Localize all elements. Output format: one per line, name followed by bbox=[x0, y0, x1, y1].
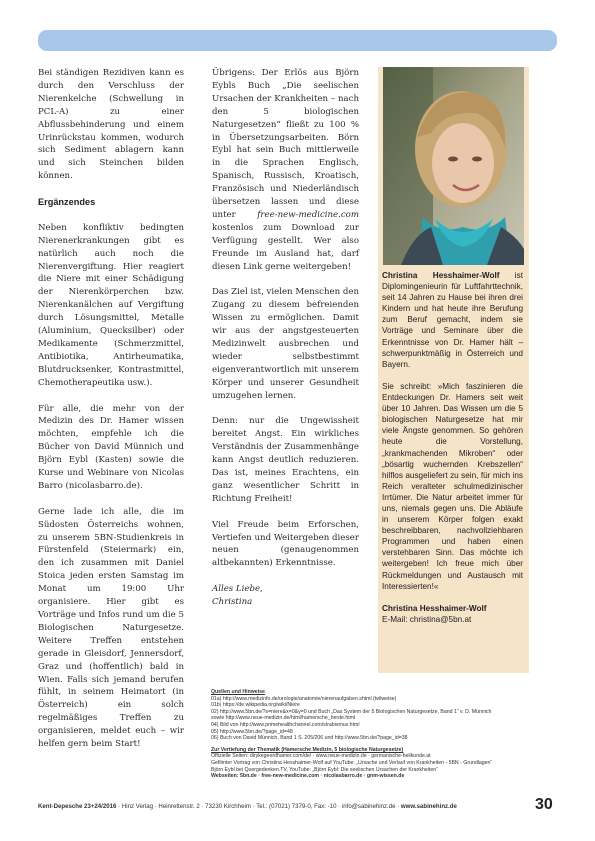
signature-name: Christina bbox=[212, 597, 253, 608]
text-run: kostenlos zum Download zur Verfügung gestellt. Wer also Freunde im Ausland hat, darf diesen Link gerne weitergeben! bbox=[212, 222, 359, 272]
publication-name: Kent-Depesche 23+24/2016 bbox=[38, 803, 117, 810]
source-line: 06) Buch von David Münnich, Band 1 S. 205/206 und http://www.5bn.de/?page_id=38 bbox=[211, 735, 408, 742]
source-line: 05) http://www.5bn.de/?page_id=48 bbox=[211, 728, 293, 735]
source-line: 02) http://www.5bn.de/?s=niere&x=0&y=0 und Buch „Das System der 5 Biologischen Naturgesetze, Band 1“ v. D. Münnich bbox=[211, 708, 492, 715]
paragraph: Neben konfliktiv bedingten Nierenerkrankungen gibt es natürlich auch noch die Nierenvergiftung. Hier reagiert die Niere mit einer Schädigung der Nierenkörperchen bzw. Nierenkanälchen auf Vergiftung durch Lösungsmittel, Metalle (Aluminium, Quecksilber) oder Medikamente (Schmerzmittel, Antibiotika, Antirheumatika, Blutdrucksenker, Kontrastmittel, Chemotherapeutika usw.). bbox=[38, 222, 184, 388]
websites-line: Webseiten: 5bn.de · free-new-medicine.com · nicolasbarro.de · gnm-wissen.de bbox=[211, 773, 405, 780]
paragraph: Das Ziel ist, vielen Menschen den Zugang zu diesem befreienden Wissen zu ermöglichen. Damit wir aus der angstgesteuerten Medizinwelt ausbrechen und wieder selbstbestimmt eigenverantwortlich mit unserem Körper und unserer Gesundheit umzugehen lernen. bbox=[212, 287, 359, 401]
author-bio bbox=[382, 270, 523, 625]
paragraph: Viel Freude beim Erforschen, Vertiefen und Weitergeben dieser neuen (genaugenommen altbekannten) Erkenntnisse. bbox=[212, 519, 359, 569]
download-link[interactable]: free-new-medicine.com bbox=[257, 209, 359, 220]
author-quote: Sie schreibt: »Mich faszinieren die Entdeckungen Dr. Hamers seit weit über 10 Jahren. Das Wissen um die 5 biologischen Naturgesetze hat mir viele Ängste genommen. So gehören heute die Vorstellung, „krankmachenden Mikroben“ oder „bösartig wuchernden Krebszellen“ hilflos ausgeliefert zu sein, für mich ins Reich veralteter schulmedizinischer Irrtümer. Die Natur arbeitet immer für uns, niemals gegen uns. Die Abläufe in unserem Körper folgen exakt beschreibbaren, nachvollziehbaren Programmen und haben einen verstehbaren Sinn. Das möchte ich weitergeben! Ich freue mich über Rückmeldungen und Austausch mit Interessierten!« bbox=[382, 381, 523, 591]
sources-title: Quellen und Hinweise bbox=[211, 689, 265, 695]
sources-section bbox=[211, 689, 541, 780]
bio-paragraph bbox=[382, 270, 523, 370]
source-line: sowie http://www.neue-medizin.de/html/hamersche_herde.html bbox=[211, 715, 356, 722]
signature-greeting: Alles Liebe, bbox=[212, 584, 263, 595]
text-run: Übrigens: Der Erlös aus Björn Eybls Buch „Die seelischen Ursachen der Krankheiten – nach den 5 biologischen Naturgesetzen“ fließt zu 100 % in Übersetzungsarbeiten. Börn Eybl hat sein Buch mittlerweile in die Sprachen Englisch, Spanisch, Russisch, Kroatisch, Französisch und Niederländisch übersetzen lassen und diese unter bbox=[212, 68, 359, 220]
paragraph: Gerne lade ich alle, die im Südosten Österreichs wohnen, zu unserem 5BN-Studienkreis in Fürstenfeld (Steiermark) ein, den ich zusammen mit Daniel Stoica jeden ersten Samstag im Monat um 19:00 Uhr organisiere. Hier gibt es Vorträge und Infos rund um die 5 Biologischen Naturgesetze. Weitere Treffen entstehen gerade in Gleisdorf, Jennersdorf, Graz und (hoffentlich) bald in Wien. Falls sich jemand berufen fühlt, in seinem Heimatort (in Österreich) ein solch regelmäßiges Treffen zu organisieren, meldet euch – wir helfen gern beim Start! bbox=[38, 506, 184, 750]
further-reading-title: Zur Vertiefung der Thematik (Hamersche Medizin, 5 biologische Naturgesetze) bbox=[211, 746, 404, 753]
section-heading: Ergänzendes bbox=[38, 197, 96, 208]
signature-author-name: Christina Hesshaimer-Wolf bbox=[382, 603, 487, 613]
article-column-1 bbox=[38, 67, 184, 764]
page-footer bbox=[38, 803, 550, 810]
paragraph: Bei ständigen Rezidiven kann es durch den Verschluss der Nierenkelche (Schwellung in PCL-A) zu einer Abflussbehinderung und einem Urinrückstau kommen, wodurch sich Sediment ablagern kann und sich Steinchen bilden können. bbox=[38, 68, 184, 182]
source-line: 01a) http://www.medizinfo.de/urologie/anatomie/nierenaufgaben.shtml (teilweise) bbox=[211, 695, 397, 702]
author-photo bbox=[383, 67, 524, 265]
header-bar bbox=[38, 30, 557, 51]
paragraph: Denn: nur die Ungewissheit bereitet Angst. Ein wirkliches Verständnis der Zusammenhänge kann Angst deutlich reduzieren. Das ist, meines Erachtens, ein ganz wesentlicher Schritt in Richtung Freiheit! bbox=[212, 416, 359, 504]
further-reading-line: Gefilmter Vortrag von Christina Hesshaimer-Wolf auf YouTube: „Ursache und Verlauf von Krankheiten - 5BN - Grundlagen“ bbox=[211, 759, 493, 766]
page-number: 30 bbox=[535, 796, 553, 813]
author-name: Christina Hesshaimer-Wolf bbox=[382, 271, 500, 280]
further-reading-line: Offizielle Seiten: dirykegeerdhamer.com/de/ · www.neue-medizin.de · germanische-heilkunde.at bbox=[211, 753, 431, 760]
publisher-website[interactable]: www.sabinehinz.de bbox=[400, 803, 457, 810]
bio-text: ist Diplomingenieurin für Luftfahrttechnik, seit 14 Jahren zu Hause bei ihren drei Kindern und hat heute ihre Berufung zum Beruf gemacht, indem sie Vorträge und Seminare über die Erkenntnisse von Dr. Hamer hält – schwerpunktmäßig in Österreich und Bayern. bbox=[382, 271, 523, 369]
source-line: 04) Bild von http://www.primehealthchannel.com/strabismus.html bbox=[211, 721, 360, 728]
publisher-info: · Hinz Verlag · Heinrettenstr. 2 · 73230 Kirchheim · Tel.: (07021) 7379-0, Fax: -10 · info@sabinehinz.de · bbox=[116, 803, 401, 810]
author-email[interactable]: E-Mail: christina@5bn.at bbox=[382, 614, 472, 624]
article-column-2 bbox=[212, 67, 359, 609]
paragraph bbox=[212, 67, 359, 274]
portrait-image bbox=[383, 67, 524, 265]
paragraph: Für alle, die mehr von der Medizin des Dr. Hamer wissen möchten, empfehle ich die Bücher von David Münnich und Björn Eybl (Kasten) sowie die Kurse und Webinare von Nicolas Barro (nicolasbarro.de). bbox=[38, 403, 184, 491]
further-reading-line: Björn Eybl bei Quergedenken.TV, YouTube: „Björn Eybl: Die seelischen Ursachen der Krankheiten“ bbox=[211, 766, 438, 773]
source-line: 01b) https://de.wikipedia.org/wiki/Niere bbox=[211, 702, 300, 709]
